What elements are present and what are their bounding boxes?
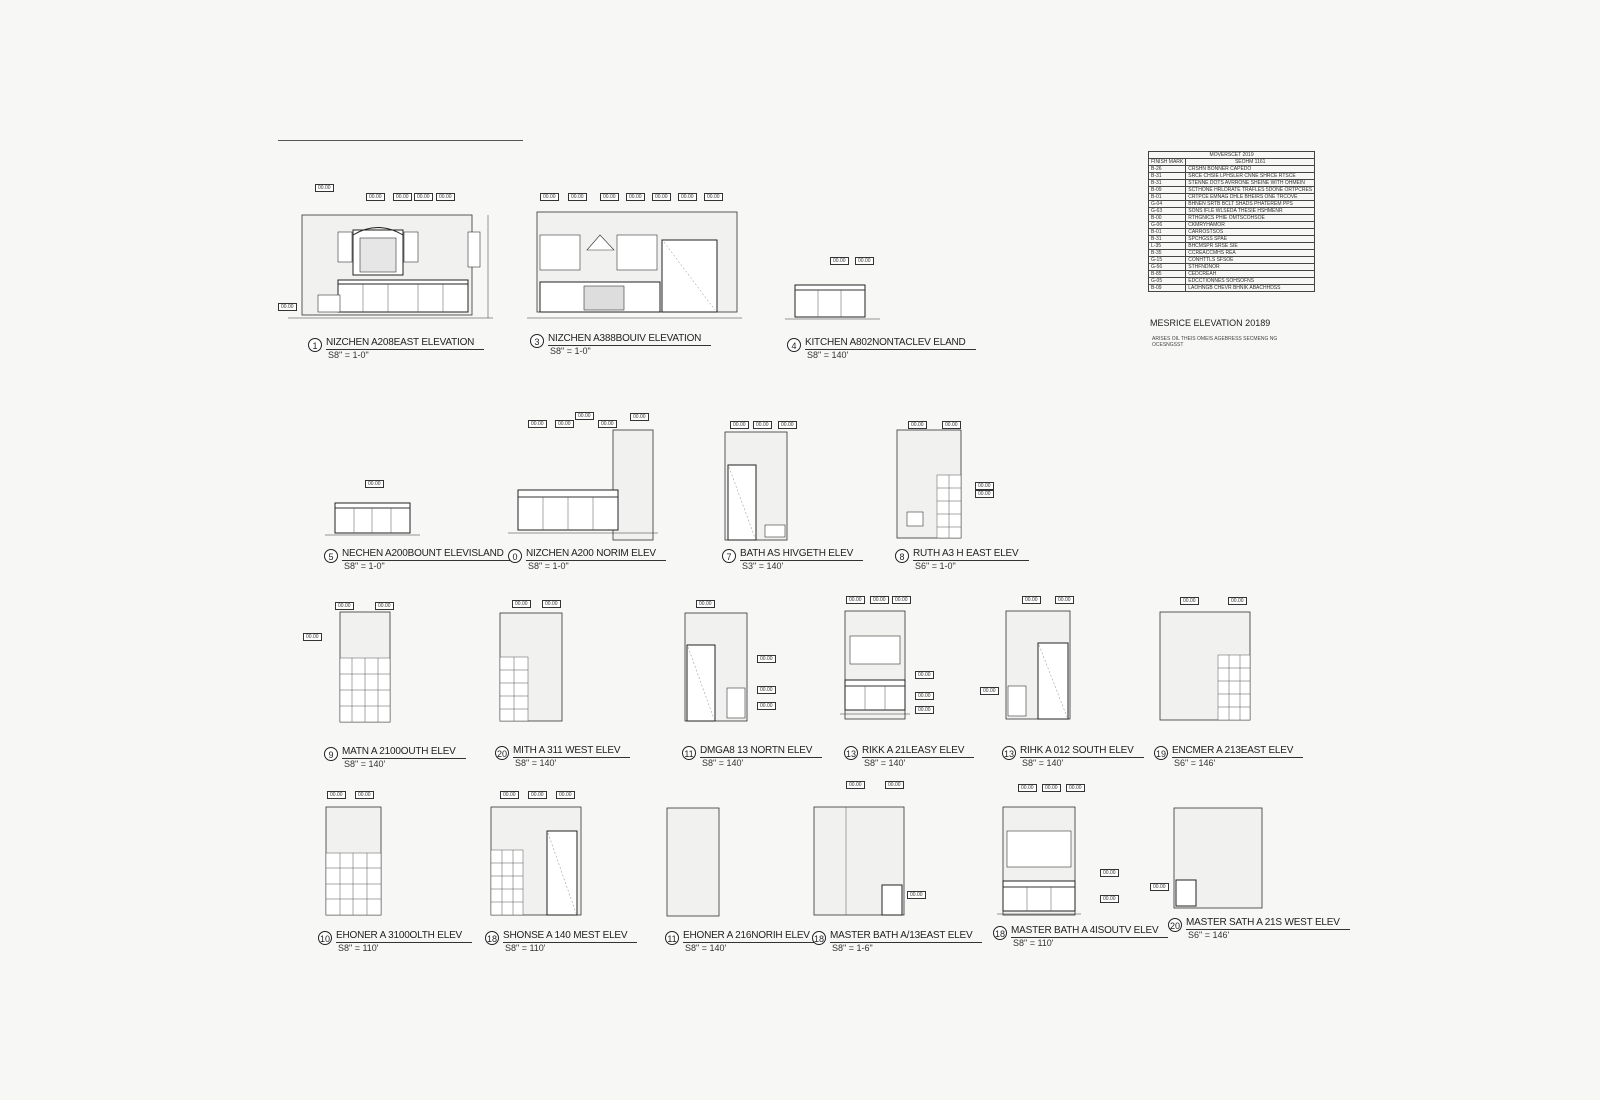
schedule-row: [1149, 257, 1315, 264]
keynote-tag: 00.00: [512, 600, 531, 608]
schedule-row: [1149, 271, 1315, 278]
keynote-tag: 00.00: [315, 184, 334, 192]
schedule-row: [1149, 208, 1315, 215]
schedule-description: STENNE DOTS AVRRONE SHEINE WITH OHMEIN: [1186, 180, 1315, 187]
schedule-description: SPCHGSS SPAE: [1186, 236, 1315, 243]
schedule-row: [1149, 285, 1315, 292]
schedule-code: B-85: [1149, 271, 1186, 278]
view-number: 13: [1002, 746, 1016, 760]
view-scale: S3" = 140': [742, 561, 784, 571]
keynote-tag: 00.00: [907, 891, 926, 899]
elevation-drawing: [1150, 600, 1260, 725]
schedule-row: [1149, 201, 1315, 208]
schedule-description: BHCMSPR SRSE SIE: [1186, 243, 1315, 250]
elevation-drawing: [812, 795, 922, 920]
elevation-view-9: [320, 600, 470, 770]
keynote-tag: 00.00: [542, 600, 561, 608]
keynote-tag: 00.00: [598, 420, 617, 428]
view-number: 11: [682, 746, 696, 760]
keynote-tag: 00.00: [870, 596, 889, 604]
view-title: MATN A 2100OUTH ELEV: [342, 746, 466, 759]
schedule-code: G-15: [1149, 257, 1186, 264]
keynote-tag: 00.00: [830, 257, 849, 265]
elevation-drawing: [720, 420, 800, 545]
keynote-tag: 00.00: [500, 791, 519, 799]
elevation-view-11b: [665, 800, 815, 955]
elevation-drawing: [320, 600, 410, 725]
view-scale: S8" = 1-0": [528, 561, 569, 571]
elevation-view-20b: [1168, 800, 1340, 950]
keynote-tag: 00.00: [365, 480, 384, 488]
elevation-view-13b: [1000, 598, 1150, 768]
view-scale: S8" = 140': [685, 943, 727, 953]
keynote-tag: 00.00: [575, 412, 594, 420]
keynote-tag: 00.00: [652, 193, 671, 201]
schedule-code: B-31: [1149, 173, 1186, 180]
view-number: 5: [324, 549, 338, 563]
keynote-tag: 00.00: [355, 791, 374, 799]
elevation-drawing: [318, 795, 398, 920]
schedule-code: B-09: [1149, 187, 1186, 194]
schedule-description: EDCCTIONNES SOHSOFNS: [1186, 278, 1315, 285]
elevation-drawing: [508, 415, 678, 545]
keynote-tag: 00.00: [757, 702, 776, 710]
view-number: 13: [844, 746, 858, 760]
view-number: 18: [485, 931, 499, 945]
schedule-description: CRSHN BONNER CAPEDO: [1186, 166, 1315, 173]
elevation-view-4: [785, 255, 975, 365]
view-number: 0: [508, 549, 522, 563]
elevation-drawing: [1000, 598, 1090, 726]
keynote-tag: 00.00: [1055, 596, 1074, 604]
view-title: NIZCHEN A200 NORIM ELEV: [526, 548, 666, 561]
schedule-row: [1149, 222, 1315, 229]
view-scale: S8" = 110': [1013, 938, 1054, 948]
schedule-subtitle-2: SEOHM 1161: [1186, 159, 1315, 166]
view-title: MASTER BATH A/13EAST ELEV: [830, 930, 982, 943]
view-number: 7: [722, 549, 736, 563]
view-number: 9: [324, 747, 338, 761]
view-scale: S8" = 1-0": [344, 561, 385, 571]
schedule-description: CKMRYHAMOR: [1186, 222, 1315, 229]
keynote-tag: 00.00: [1180, 597, 1199, 605]
keynote-tag: 00.00: [540, 193, 559, 201]
elevation-drawing: [495, 600, 585, 725]
view-title: RUTH A3 H EAST ELEV: [913, 548, 1029, 561]
schedule-description: STHFNDNOR: [1186, 264, 1315, 271]
schedule-description: CEDCREAH: [1186, 271, 1315, 278]
keynote-tag: 00.00: [778, 421, 797, 429]
keynote-tag: 00.00: [1018, 784, 1037, 792]
keynote-tag: 00.00: [555, 420, 574, 428]
keynote-tag: 00.00: [975, 490, 994, 498]
view-scale: S8" = 110': [338, 943, 379, 953]
elevation-view-8: [885, 420, 1025, 580]
schedule-table: [1148, 151, 1315, 292]
view-title: DMGA8 13 NORTN ELEV: [700, 745, 822, 758]
view-title: MASTER BATH A 4ISOUTV ELEV: [1011, 925, 1168, 938]
keynote-tag: 00.00: [278, 303, 297, 311]
view-scale: S6" = 146': [1188, 930, 1230, 940]
elevation-drawing: [320, 478, 440, 548]
view-scale: S8" = 140': [344, 759, 386, 769]
schedule-row: [1149, 166, 1315, 173]
schedule-row: [1149, 229, 1315, 236]
keynote-tag: 00.00: [366, 193, 385, 201]
view-title: MITH A 311 WEST ELEV: [513, 745, 630, 758]
keynote-tag: 00.00: [375, 602, 394, 610]
keynote-tag: 00.00: [630, 413, 649, 421]
keynote-tag: 00.00: [730, 421, 749, 429]
view-title: RIHK A 012 SOUTH ELEV: [1020, 745, 1144, 758]
schedule-description: CCREACCMHS REA: [1186, 250, 1315, 257]
schedule-code: B-09: [1149, 285, 1186, 292]
keynote-tag: 00.00: [885, 781, 904, 789]
schedule-code: B-01: [1149, 229, 1186, 236]
keynote-tag: 00.00: [915, 671, 934, 679]
schedule-note: ARISES OIL THEIS OMEIS AGEBRESS SECMENG NG OCESNGSST: [1152, 336, 1278, 348]
schedule-code: G-63: [1149, 208, 1186, 215]
keynote-tag: 00.00: [1100, 895, 1119, 903]
keynote-tag: 00.00: [753, 421, 772, 429]
schedule-code: G-56: [1149, 264, 1186, 271]
elevation-drawing: [665, 800, 735, 920]
keynote-tag: 00.00: [303, 633, 322, 641]
keynote-tag: 00.00: [1022, 596, 1041, 604]
schedule-code: G-06: [1149, 222, 1186, 229]
schedule-heading: MESRICE ELEVATION 20189: [1150, 318, 1271, 328]
schedule-title: MOVERSCET 2019: [1149, 152, 1315, 159]
schedule-row: [1149, 173, 1315, 180]
keynote-tag: 00.00: [678, 193, 697, 201]
schedule-row: [1149, 194, 1315, 201]
keynote-tag: 00.00: [393, 193, 412, 201]
keynote-tag: 00.00: [556, 791, 575, 799]
view-scale: S8" = 140': [515, 758, 557, 768]
view-title: RIKK A 21LEASY ELEV: [862, 745, 974, 758]
view-number: 20: [1168, 918, 1182, 932]
keynote-tag: 00.00: [626, 193, 645, 201]
view-number: 10: [318, 931, 332, 945]
keynote-tag: 00.00: [1100, 869, 1119, 877]
schedule-description: LAOHNGB CHEVR BHNIK ABACHHDSS: [1186, 285, 1315, 292]
view-title: SHONSE A 140 MEST ELEV: [503, 930, 637, 943]
schedule-description: SRCE CHSIE LPHSLER CNNE SHRCE RTSCE: [1186, 173, 1315, 180]
schedule-description: BHNEN SRTB BCLT SHADS PHATEREM PPS: [1186, 201, 1315, 208]
keynote-tag: 00.00: [704, 193, 723, 201]
keynote-tag: 00.00: [892, 596, 911, 604]
keynote-tag: 00.00: [1150, 883, 1169, 891]
elevation-view-3: [522, 190, 752, 360]
view-title: NIZCHEN A388BOUIV ELEVATION: [548, 333, 711, 346]
schedule-description: SONS IFLE WLSEDA THESIE HSHMENR: [1186, 208, 1315, 215]
elevation-view-5: [320, 478, 520, 578]
elevation-view-7: [720, 420, 860, 580]
keynote-tag: 00.00: [528, 791, 547, 799]
elevation-view-13a: [840, 598, 990, 768]
elevation-drawing: [785, 255, 885, 325]
keynote-tag: 00.00: [327, 791, 346, 799]
elevation-drawing: [485, 795, 595, 920]
keynote-tag: 00.00: [855, 257, 874, 265]
elevation-drawing: [1168, 800, 1268, 910]
keynote-tag: 00.00: [908, 421, 927, 429]
elevation-view-20: [495, 600, 645, 770]
schedule-code: B-31: [1149, 180, 1186, 187]
finish-schedule: [1148, 151, 1313, 292]
schedule-description: CONHTTLS SFSOE: [1186, 257, 1315, 264]
view-title: ENCMER A 213EAST ELEV: [1172, 745, 1303, 758]
schedule-code: B-01: [1149, 194, 1186, 201]
schedule-description: SCTHONE HRLDRATE TRAFLES 5DONE ORTPCRES: [1186, 187, 1315, 194]
keynote-tag: 00.00: [696, 600, 715, 608]
schedule-code: G-05: [1149, 278, 1186, 285]
view-number: 11: [665, 931, 679, 945]
keynote-tag: 00.00: [1066, 784, 1085, 792]
schedule-code: B-00: [1149, 215, 1186, 222]
view-title: EHONER A 216NORIH ELEV: [683, 930, 820, 943]
schedule-code: B-26: [1149, 166, 1186, 173]
schedule-description: CARROSTSOS: [1186, 229, 1315, 236]
keynote-tag: 00.00: [980, 687, 999, 695]
view-title: NECHEN A200BOUNT ELEVISLAND: [342, 548, 514, 561]
keynote-tag: 00.00: [757, 686, 776, 694]
schedule-subtitle: FINISH MARK: [1149, 159, 1186, 166]
keynote-tag: 00.00: [568, 193, 587, 201]
view-title: MASTER SATH A 21S WEST ELEV: [1186, 917, 1350, 930]
view-number: 8: [895, 549, 909, 563]
keynote-tag: 00.00: [915, 706, 934, 714]
elevation-view-18c: [993, 795, 1159, 955]
keynote-tag: 00.00: [942, 421, 961, 429]
schedule-description: RTHGNICS PHIE OMTSCOHSOE: [1186, 215, 1315, 222]
view-scale: S8" = 140': [864, 758, 906, 768]
keynote-tag: 00.00: [528, 420, 547, 428]
view-title: BATH AS HIVGETH ELEV: [740, 548, 863, 561]
schedule-code: B-35: [1149, 250, 1186, 257]
view-scale: S8" = 110': [505, 943, 546, 953]
schedule-row: [1149, 236, 1315, 243]
keynote-tag: 00.00: [436, 193, 455, 201]
schedule-code: B-31: [1149, 236, 1186, 243]
elevation-view-18a: [485, 795, 635, 955]
keynote-tag: 00.00: [915, 692, 934, 700]
view-scale: S6" = 1-0": [915, 561, 956, 571]
elevation-view-1: [278, 180, 508, 360]
schedule-row: [1149, 215, 1315, 222]
view-number: 4: [787, 338, 801, 352]
view-title: NIZCHEN A208EAST ELEVATION: [326, 337, 484, 350]
keynote-tag: 00.00: [1228, 597, 1247, 605]
schedule-code: L-35: [1149, 243, 1186, 250]
view-number: 19: [1154, 746, 1168, 760]
view-scale: S8" = 1-6": [832, 943, 873, 953]
keynote-tag: 00.00: [414, 193, 433, 201]
view-number: 1: [308, 338, 322, 352]
keynote-tag: 00.00: [846, 781, 865, 789]
view-scale: S8" = 1-0": [550, 346, 591, 356]
elevation-view-19: [1150, 600, 1310, 770]
schedule-row: [1149, 180, 1315, 187]
schedule-row: [1149, 264, 1315, 271]
view-title: EHONER A 3100OLTH ELEV: [336, 930, 472, 943]
view-scale: S6" = 146': [1174, 758, 1216, 768]
view-number: 20: [495, 746, 509, 760]
view-scale: S8" = 1-0": [328, 350, 369, 360]
elevation-view-0: [508, 415, 678, 580]
schedule-row: [1149, 243, 1315, 250]
view-title: KITCHEN A802NONTACLEV ELAND: [805, 337, 976, 350]
keynote-tag: 00.00: [1042, 784, 1061, 792]
view-number: 18: [812, 931, 826, 945]
elevation-view-11: [680, 600, 830, 770]
schedule-row: [1149, 278, 1315, 285]
keynote-tag: 00.00: [975, 482, 994, 490]
title-rule: [278, 140, 523, 141]
view-scale: S8" = 140': [807, 350, 849, 360]
schedule-row: [1149, 187, 1315, 194]
keynote-tag: 00.00: [335, 602, 354, 610]
keynote-tag: 00.00: [757, 655, 776, 663]
view-number: 18: [993, 926, 1007, 940]
keynote-tag: 00.00: [846, 596, 865, 604]
schedule-row: [1149, 250, 1315, 257]
elevation-drawing: [278, 180, 508, 325]
view-number: 3: [530, 334, 544, 348]
keynote-tag: 00.00: [600, 193, 619, 201]
elevation-drawing: [993, 795, 1103, 920]
schedule-code: G-04: [1149, 201, 1186, 208]
view-scale: S8" = 140': [1022, 758, 1064, 768]
view-scale: S8" = 140': [702, 758, 744, 768]
elevation-drawing: [522, 190, 752, 330]
elevation-view-18b: [812, 795, 973, 955]
elevation-view-10: [318, 795, 468, 955]
schedule-description: CRTPCE EMNAG DHLE BHEIRS ONE TRCOVE: [1186, 194, 1315, 201]
